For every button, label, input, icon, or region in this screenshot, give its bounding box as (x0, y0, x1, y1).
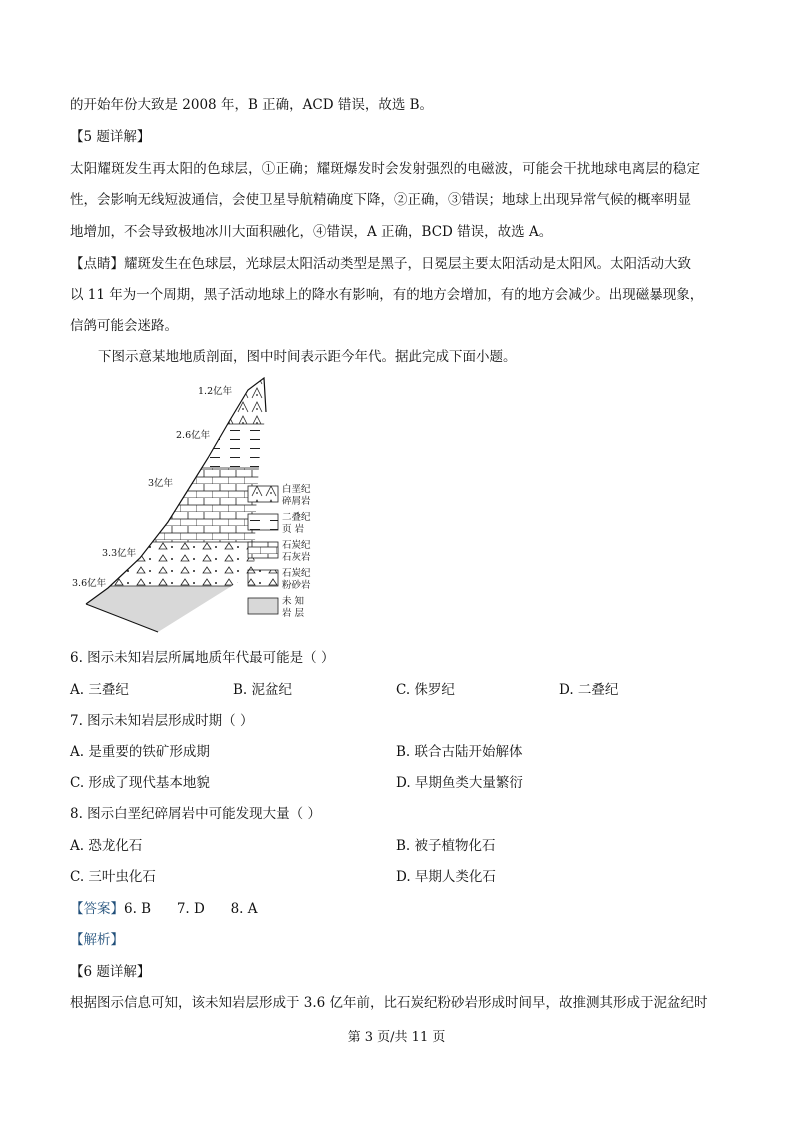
text-line: 地增加，不会导致极地冰川大面积融化，④错误，A 正确，BCD 错误，故选 A。 (70, 224, 553, 240)
legend-label: 岩 层 (282, 608, 305, 619)
question-7-option-d: D. 早期鱼类大量繁衍 (396, 775, 523, 791)
answer-line (70, 899, 258, 919)
legend-label: 碎屑岩 (282, 496, 311, 507)
question-8-option-c: C. 三叶虫化石 (70, 869, 156, 885)
age-label: 3.6亿年 (72, 578, 107, 589)
question-intro: 下图示意某地地质剖面，图中时间表示距今年代。据此完成下面小题。 (98, 349, 517, 365)
text-line: 以 11 年为一个周期，黑子活动地球上的降水有影响，有的地方会增加，有的地方会减少。出现磁暴现象， (70, 287, 704, 303)
section-heading: 【5 题详解】 (70, 129, 151, 145)
answer-label: 【答案】 (70, 901, 124, 917)
answer-text: 6. B 7. D 8. A (124, 901, 258, 917)
question-7-stem: 7. 图示未知岩层形成时期（ ） (70, 713, 254, 729)
question-6-stem: 6. 图示未知岩层所属地质年代最可能是（ ） (70, 650, 335, 666)
question-6-option-b: B. 泥盆纪 (233, 682, 293, 698)
question-7-option-c: C. 形成了现代基本地貌 (70, 775, 210, 791)
analysis-text: 根据图示信息可知，该未知岩层形成于 3.6 亿年前，比石炭纪粉砂岩形成时间早，故推测其形成于泥盆纪时 (70, 995, 708, 1011)
question-6-option-c: C. 侏罗纪 (396, 682, 455, 698)
text-line: 的开始年份大致是 2008 年，B 正确，ACD 错误，故选 B。 (70, 97, 434, 113)
legend-label: 粉砂岩 (282, 580, 311, 591)
age-label: 1.2亿年 (198, 386, 233, 397)
analysis-label: 【解析】 (70, 932, 124, 948)
question-8-stem: 8. 图示白垩纪碎屑岩中可能发现大量（ ） (70, 806, 321, 822)
question-8-option-d: D. 早期人类化石 (396, 869, 496, 885)
analysis-subheading: 【6 题详解】 (70, 964, 151, 980)
question-6-option-a: A. 三叠纪 (70, 682, 129, 698)
question-6-option-d: D. 二叠纪 (559, 682, 619, 698)
age-label: 2.6亿年 (176, 430, 211, 441)
legend-label: 白垩纪 (282, 484, 311, 495)
age-label: 3.3亿年 (102, 548, 137, 559)
text-line: 性，会影响无线短波通信，会使卫星导航精确度下降，②正确，③错误；地球上出现异常气候的概率明显 (70, 192, 691, 208)
page-footer: 第 3 页/共 11 页 (347, 1030, 446, 1045)
question-7-option-a: A. 是重要的铁矿形成期 (70, 744, 210, 760)
text-line: 信鸽可能会迷路。 (70, 318, 178, 334)
legend-label: 石炭纪 (282, 540, 311, 551)
age-label: 3亿年 (148, 478, 174, 489)
legend (248, 483, 311, 619)
question-8-option-b: B. 被子植物化石 (396, 838, 496, 854)
text-line: 【点睛】耀斑发生在色球层，光球层太阳活动类型是黑子，日冕层主要太阳活动是太阳风。太阳活动大致 (70, 256, 691, 272)
text-line: 太阳耀斑发生再太阳的色球层，①正确；耀斑爆发时会发射强烈的电磁波，可能会干扰地球电离层的稳定 (70, 161, 701, 177)
legend-label: 二叠纪 (282, 512, 311, 523)
legend-label: 页 岩 (282, 524, 305, 535)
legend-label: 石炭纪 (282, 568, 311, 579)
question-7-option-b: B. 联合古陆开始解体 (396, 744, 523, 760)
legend-label: 石灰岩 (282, 552, 311, 563)
question-8-option-a: A. 恐龙化石 (70, 838, 143, 854)
legend-label: 未 知 (282, 596, 305, 607)
geologic-section-figure (68, 372, 340, 640)
